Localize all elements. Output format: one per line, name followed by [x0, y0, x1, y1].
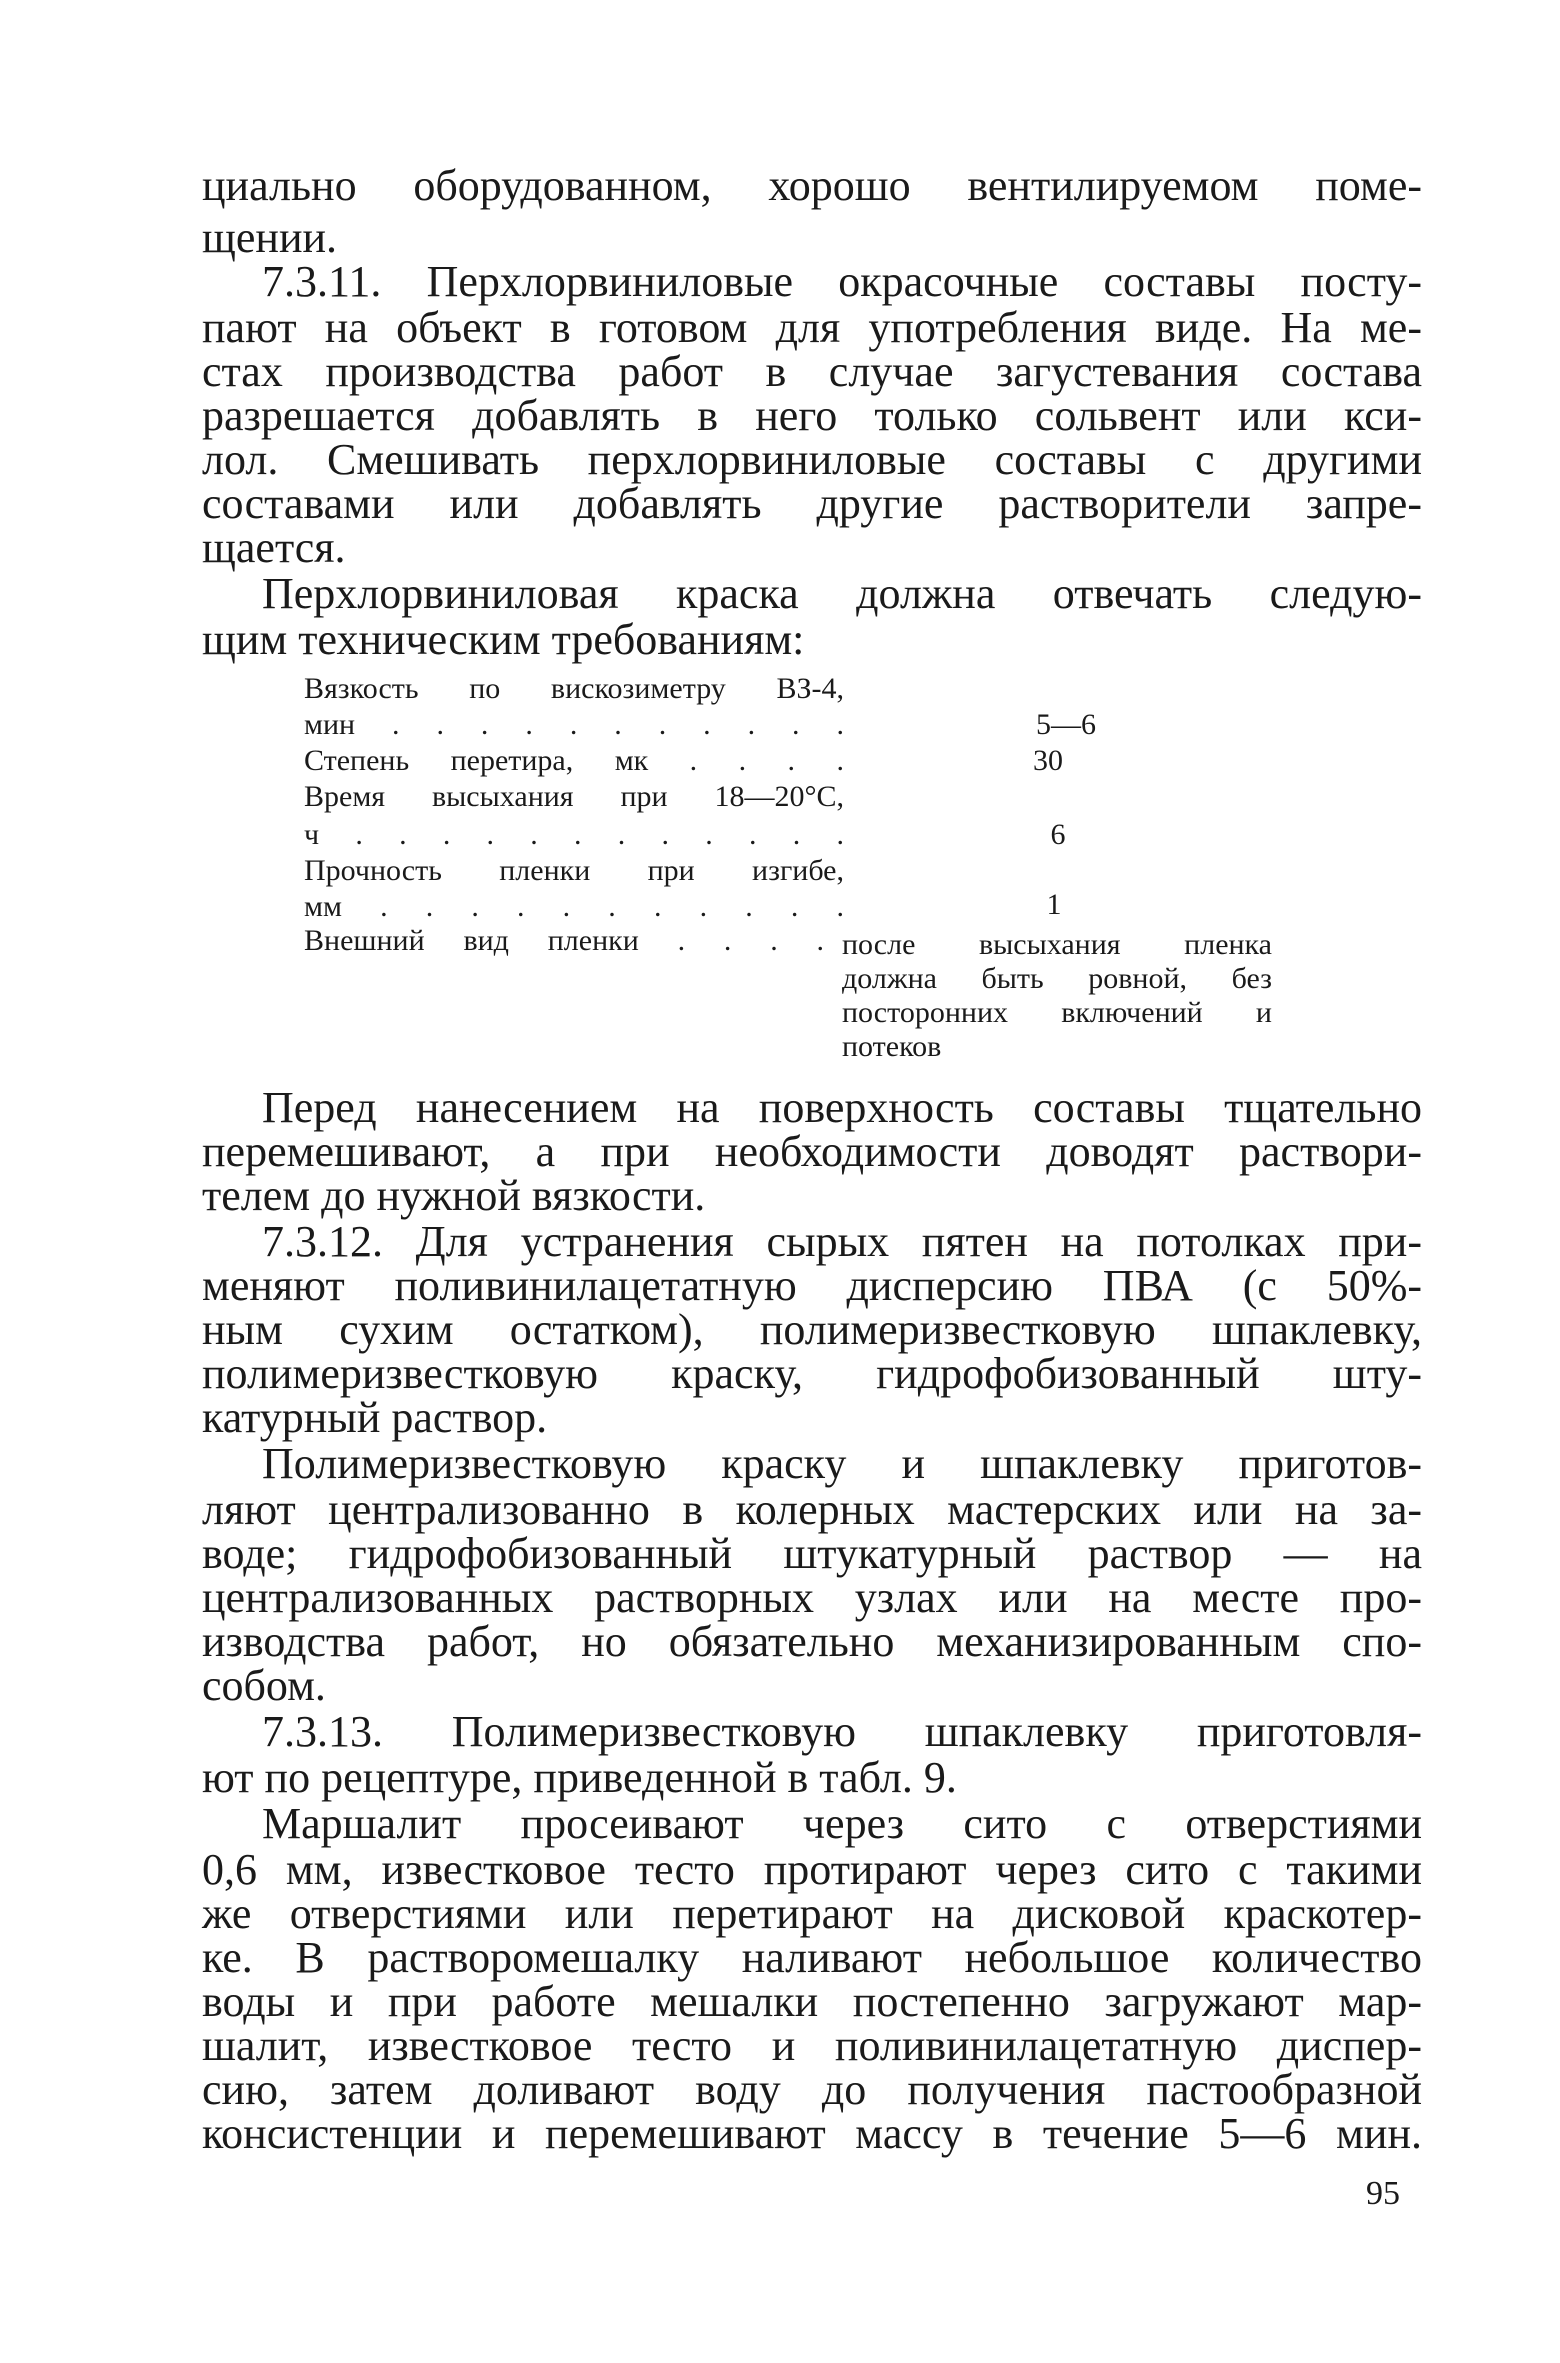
viscosity-label-cont: мин . . . . . . . . . . . [304, 708, 844, 741]
viscosity-value: 5—6 [1036, 708, 1096, 741]
text-line: собом. [202, 1661, 326, 1710]
grind-value: 30 [1033, 744, 1063, 777]
text-line: щается. [202, 523, 346, 572]
text-line: изводства работ, но обязательно механизированным спо- [202, 1617, 1422, 1666]
appearance-value-line: посторонних включений и [842, 996, 1272, 1029]
text-line: ке. В растворомешалку наливают небольшое количество [202, 1933, 1422, 1982]
text-line: щении. [202, 213, 338, 262]
text-line: Перхлорвиниловая краска должна отвечать следую- [262, 569, 1422, 618]
drying-label-cont: ч . . . . . . . . . . . . [304, 818, 844, 851]
text-line: воды и при работе мешалки постепенно загружают мар- [202, 1977, 1422, 2026]
strength-value: 1 [1046, 888, 1062, 921]
text-line: катурный раствор. [202, 1393, 548, 1442]
text-line: составами или добавлять другие растворители запре- [202, 479, 1422, 528]
text-line: меняют поливинилацетатную дисперсию ПВА (с 50%- [202, 1261, 1422, 1310]
text-line: стах производства работ в случае загустевания состава [202, 347, 1422, 396]
text-line: полимеризвестковую краску, гидрофобизованный шту- [202, 1349, 1422, 1398]
text-line: консистенции и перемешивают массу в течение 5—6 мин. [202, 2109, 1422, 2158]
appearance-value-line: после высыхания пленка [842, 928, 1272, 961]
text-line: Полимеризвестковую краску и шпаклевку приготов- [262, 1439, 1422, 1488]
text-line: ют по рецептуре, приведенной в табл. 9. [202, 1753, 957, 1802]
grind-label: Степень перетира, мк . . . . [304, 744, 844, 777]
text-line: ным сухим остатком), полимеризвестковую шпаклевку, [202, 1305, 1422, 1354]
appearance-label: Внешний вид пленки . . . . [304, 924, 824, 957]
text-line: Перед нанесением на поверхность составы тщательно [262, 1083, 1422, 1132]
page-number: 95 [1366, 2175, 1400, 2212]
text-line: щим техническим требованиям: [202, 615, 805, 664]
text-line: лол. Смешивать перхлорвиниловые составы с другими [202, 435, 1422, 484]
viscosity-label: Вязкость по вискозиметру ВЗ-4, [304, 672, 844, 705]
text-line: 0,6 мм, известковое тесто протирают через сито с такими [202, 1845, 1422, 1894]
text-line: разрешается добавлять в него только сольвент или кси- [202, 391, 1422, 440]
appearance-value-line: потеков [842, 1030, 942, 1063]
text-line: телем до нужной вязкости. [202, 1171, 706, 1220]
text-line: перемешивают, а при необходимости доводят раствори- [202, 1127, 1422, 1176]
text-line: воде; гидрофобизованный штукатурный раствор — на [202, 1529, 1422, 1578]
text-line: же отверстиями или перетирают на дисковой краскотер- [202, 1889, 1422, 1938]
text-line: ляют централизованно в колерных мастерских или на за- [202, 1485, 1422, 1534]
strength-label-cont: мм . . . . . . . . . . . [304, 890, 844, 923]
strength-label: Прочность пленки при изгибе, [304, 854, 844, 887]
section-7-3-12-line: 7.3.12. Для устранения сырых пятен на потолках при- [262, 1217, 1422, 1266]
section-7-3-13-line: 7.3.13. Полимеризвестковую шпаклевку приготовля- [262, 1707, 1422, 1756]
text-line: сию, затем доливают воду до получения пастообразной [202, 2065, 1422, 2114]
text-line: Маршалит просеивают через сито с отверстиями [262, 1799, 1422, 1848]
drying-value: 6 [1050, 818, 1066, 851]
drying-label: Время высыхания при 18—20°С, [304, 780, 844, 813]
text-line: шалит, известковое тесто и поливинилацетатную диспер- [202, 2021, 1422, 2070]
text-line: циально оборудованном, хорошо вентилируемом поме- [202, 161, 1422, 210]
appearance-value-line: должна быть ровной, без [842, 962, 1272, 995]
text-line: пают на объект в готовом для употребления виде. На ме- [202, 303, 1422, 352]
section-7-3-11-line: 7.3.11. Перхлорвиниловые окрасочные составы посту- [262, 257, 1422, 306]
text-line: централизованных растворных узлах или на месте про- [202, 1573, 1422, 1622]
